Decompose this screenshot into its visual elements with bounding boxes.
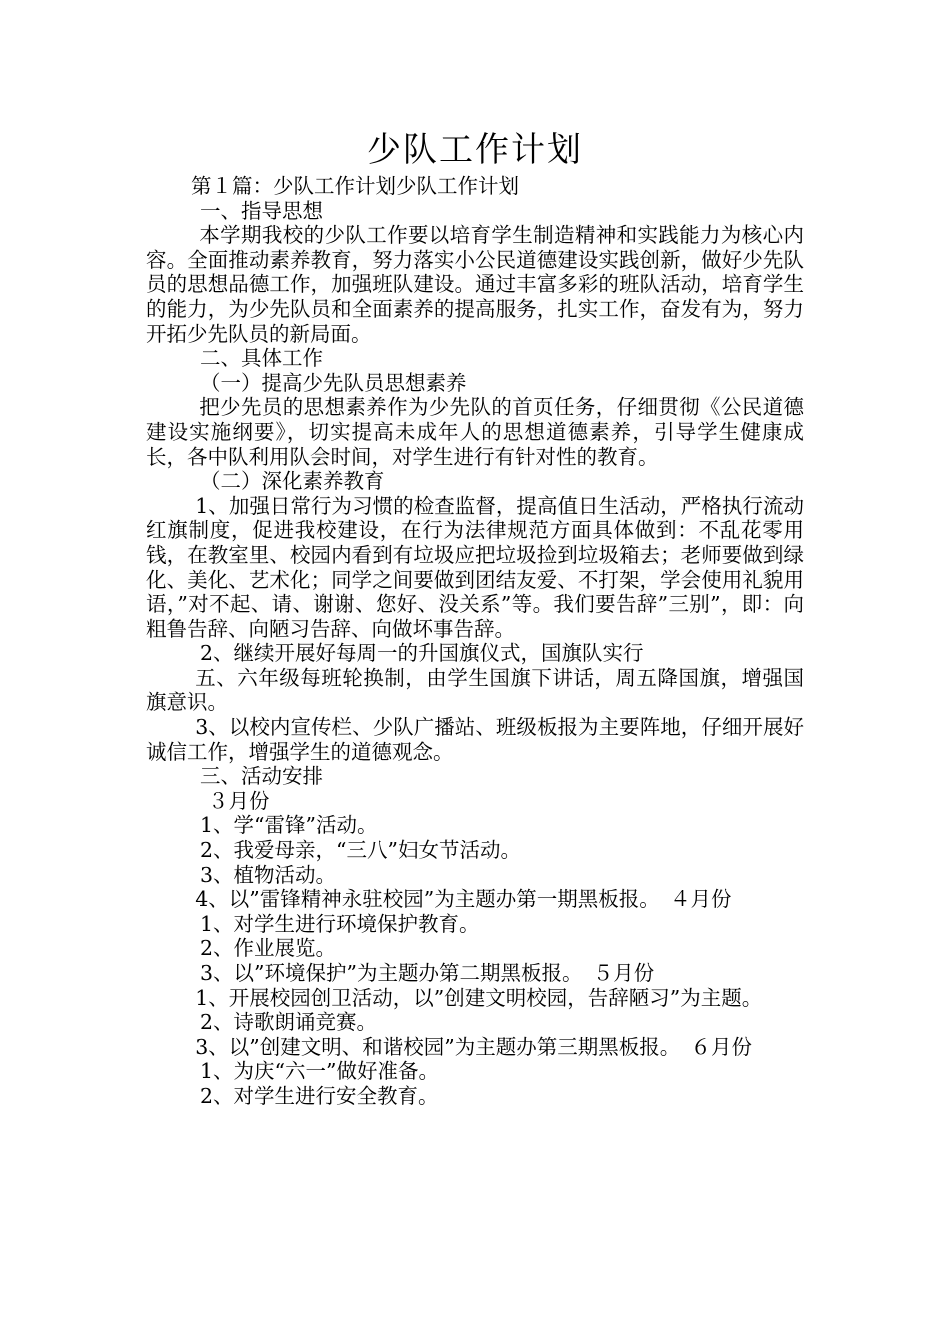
paragraph-flag-ceremony: 2、继续开展好每周一的升国旗仪式，国旗队实行 — [200, 641, 644, 666]
list-item: 1、开展校园创卫活动，以”创建文明校园，告辞陋习”为主题。 — [195, 985, 763, 1010]
list-item: 3、以”环境保护”为主题办第二期黑板报。 ５月份 — [200, 961, 655, 985]
list-item: 3、以”创建文明、和谐校园”为主题办第三期黑板报。 ６月份 — [195, 1034, 752, 1059]
paragraph-guiding-ideology: 本学期我校的少队工作要以培育学生制造精神和实践能力为核心内容。全面推动素养教育，努力落实小公民道德建设实践创新，做好少先队员的思想品德工作，加强班队建设。通过丰富多彩的班队活动，培育学生的能力，为少先队员和全面素养的提高服务，扎实工作，奋发有为，努力开拓少先队员的新局面。 — [146, 223, 804, 346]
list-item: 2、对学生进行安全教育。 — [200, 1083, 439, 1108]
heading-specific-work: 二、具体工作 — [200, 346, 323, 371]
document-title: 少队工作计划 — [367, 130, 583, 170]
list-item: 1、学“雷锋”活动。 — [200, 813, 378, 838]
month-march: ３月份 — [208, 788, 270, 813]
list-item: 4、以”雷锋精神永驻校园”为主题办第一期黑板报。 ４月份 — [195, 887, 732, 912]
section-subtitle: 第１篇：少队工作计划少队工作计划 — [191, 174, 519, 198]
paragraph-flag-rotation: 五、六年级每班轮换制，由学生国旗下讲话，周五降国旗，增强国旗意识。 — [146, 665, 804, 715]
subheading-ideology: （一）提高少先队员思想素养 — [200, 370, 467, 395]
paragraph-ideology: 把少先员的思想素养作为少先队的首页任务，仔细贯彻《公民道德建设实施纲要》，切实提高未成年人的思想道德素养，引导学生健康成长，各中队利用队会时间，对学生进行有针对性的教育。 — [146, 395, 804, 469]
paragraph-publicity: 3、以校内宣传栏、少队广播站、班级板报为主要阵地，仔细开展好诚信工作，增强学生的道德观念。 — [146, 715, 804, 764]
list-item: 2、作业展览。 — [200, 936, 337, 961]
heading-guiding-ideology: 一、指导思想 — [200, 198, 323, 223]
document-body — [146, 174, 804, 1109]
paragraph-daily-behavior: 1、加强日常行为习惯的检查监督，提高值日生活动，严格执行流动红旗制度，促进我校建设，在行为法律规范方面具体做到：不乱花零用钱，在教室里、校园内看到有垃圾应把垃圾捡到垃圾箱去；老师要做到绿化、美化、艺术化；同学之间要做到团结友爱、不打架，学会使用礼貌用语，”对不起、请、谢谢、您好、没关系”等。我们要告辞”三别”，即：向粗鲁告辞、向陋习告辞、向做坏事告辞。 — [146, 493, 804, 641]
subheading-quality-education: （二）深化素养教育 — [200, 469, 385, 494]
list-item: 2、诗歌朗诵竞赛。 — [200, 1010, 378, 1035]
list-item: 3、植物活动。 — [200, 862, 337, 887]
list-item: 1、对学生进行环境保护教育。 — [200, 911, 480, 936]
heading-activities: 三、活动安排 — [200, 764, 323, 789]
list-item: 1、为庆“六一”做好准备。 — [200, 1059, 440, 1084]
list-item: 2、我爱母亲，“三八”妇女节活动。 — [200, 838, 522, 863]
